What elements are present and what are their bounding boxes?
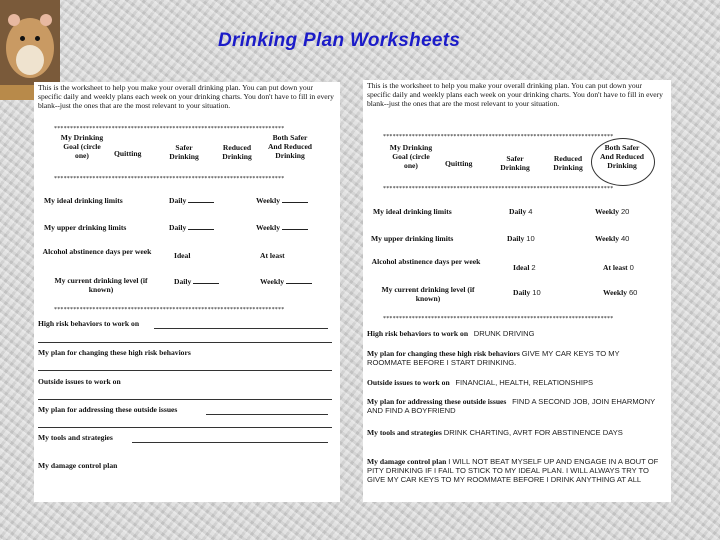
- damage-control-value[interactable]: I WILL NOT BEAT MYSELF UP AND ENGAGE IN A BOUT OF PITY DRINKING IF I FAIL TO STICK TO MY IDEAL PLAN. I WILL ALWAYS TRY TO GIVE MY CAR KEYS TO MY ROOMMATE BEFORE I DRINK ANYTHING AT ALL: [367, 457, 659, 484]
- current-level-label: My current drinking level (if known): [54, 276, 148, 294]
- abstinence-ideal-value[interactable]: 2: [531, 263, 536, 272]
- high-risk-field-line2[interactable]: [38, 342, 332, 343]
- weekly-label: Weekly: [595, 207, 620, 216]
- page-title: Drinking Plan Worksheets: [218, 30, 461, 51]
- high-risk-value[interactable]: DRUNK DRIVING: [473, 329, 535, 338]
- goal-reduced: Reduced Drinking: [222, 143, 252, 161]
- worksheet-intro: This is the worksheet to help you make your overall drinking plan. You can put down your specific daily and weekly plans each week on your drinking charts. You don't have to fill in every blank--just the ones that are the most relevant to your situation.: [367, 81, 663, 108]
- plan-high-risk-label: My plan for changing these high risk behaviors: [38, 348, 191, 357]
- goal-safer: Safer Drinking: [169, 143, 199, 161]
- goal-label: My Drinking Goal (circle one): [60, 133, 104, 160]
- goal-quitting: Quitting: [114, 149, 142, 158]
- current-daily-field[interactable]: [193, 283, 219, 284]
- plan-high-risk-field[interactable]: [38, 370, 332, 371]
- worksheet-intro: This is the worksheet to help you make your overall drinking plan. You can put down your specific daily and weekly plans each week on your drinking charts. You don't have to fill in every blank--just the ones that are the most relevant to your situation.: [38, 83, 334, 110]
- tools-label: My tools and strategies: [38, 433, 113, 442]
- abstinence-at-least-value[interactable]: 0: [629, 263, 634, 272]
- abstinence-label: Alcohol abstinence days per week: [42, 247, 152, 256]
- star-divider: ************************************************************************: [383, 316, 614, 322]
- ideal-weekly-value[interactable]: 20: [620, 207, 630, 216]
- goal-reduced: Reduced Drinking: [553, 154, 583, 172]
- outside-issues-field[interactable]: [38, 399, 332, 400]
- ideal-weekly-field[interactable]: [282, 202, 308, 203]
- star-divider: ************************************************************************: [383, 134, 614, 140]
- ideal-daily-field[interactable]: [188, 202, 214, 203]
- damage-control-label: My damage control plan: [367, 457, 447, 466]
- tools-field[interactable]: [132, 442, 328, 443]
- ideal-limits-label: My ideal drinking limits: [44, 196, 123, 205]
- weekly-label: Weekly: [603, 288, 628, 297]
- current-daily-value[interactable]: 10: [532, 288, 541, 297]
- at-least-label: At least: [260, 251, 285, 260]
- ideal-label: Ideal: [174, 251, 191, 260]
- outside-issues-label: Outside issues to work on: [367, 378, 450, 387]
- high-risk-label: High risk behaviors to work on: [38, 319, 140, 328]
- tools-value[interactable]: DRINK CHARTING, AVRT FOR ABSTINENCE DAYS: [443, 428, 623, 437]
- daily-label: Daily: [169, 223, 187, 232]
- current-weekly-field[interactable]: [286, 283, 312, 284]
- daily-label: Daily: [513, 288, 531, 297]
- goal-quitting: Quitting: [445, 159, 473, 168]
- outside-issues-value[interactable]: FINANCIAL, HEALTH, RELATIONSHIPS: [455, 378, 594, 387]
- upper-daily-field[interactable]: [188, 229, 214, 230]
- goal-both: Both Safer And Reduced Drinking: [599, 143, 645, 170]
- upper-weekly-value[interactable]: 40: [620, 234, 630, 243]
- ideal-label: Ideal: [513, 263, 530, 272]
- damage-control-label: My damage control plan: [38, 461, 118, 470]
- daily-label: Daily: [169, 196, 187, 205]
- weekly-label: Weekly: [256, 223, 281, 232]
- goal-both: Both Safer And Reduced Drinking: [267, 133, 313, 160]
- upper-limits-label: My upper drinking limits: [44, 223, 127, 232]
- ideal-limits-label: My ideal drinking limits: [373, 207, 452, 216]
- blank-worksheet: [34, 82, 340, 502]
- plan-outside-value[interactable]: FIND A SECOND JOB, JOIN EHARMONY AND FIND A BOYFRIEND: [367, 397, 655, 415]
- abstinence-label: Alcohol abstinence days per week: [371, 257, 481, 266]
- star-divider: ************************************************************************: [54, 307, 285, 313]
- current-level-label: My current drinking level (if known): [381, 285, 475, 303]
- daily-label: Daily: [507, 234, 525, 243]
- upper-weekly-field[interactable]: [282, 229, 308, 230]
- upper-limits-label: My upper drinking limits: [371, 234, 454, 243]
- weekly-label: Weekly: [260, 277, 285, 286]
- plan-high-risk-label: My plan for changing these high risk behaviors: [367, 349, 520, 358]
- daily-label: Daily: [174, 277, 192, 286]
- weekly-label: Weekly: [256, 196, 281, 205]
- daily-label: Daily: [509, 207, 527, 216]
- plan-outside-label: My plan for addressing these outside issues: [367, 397, 507, 406]
- goal-label: My Drinking Goal (circle one): [389, 143, 433, 170]
- goal-safer: Safer Drinking: [500, 154, 530, 172]
- weekly-label: Weekly: [595, 234, 620, 243]
- high-risk-label: High risk behaviors to work on: [367, 329, 469, 338]
- star-divider: ************************************************************************: [54, 176, 285, 182]
- high-risk-field[interactable]: [154, 328, 328, 329]
- ideal-daily-value[interactable]: 4: [528, 207, 533, 216]
- star-divider: ************************************************************************: [383, 186, 614, 192]
- goal-selection-circle: [591, 138, 655, 186]
- plan-high-risk-value[interactable]: GIVE MY CAR KEYS TO MY ROOMMATE BEFORE I START DRINKING.: [367, 349, 620, 367]
- at-least-label: At least: [603, 263, 628, 272]
- current-weekly-value[interactable]: 60: [628, 288, 638, 297]
- plan-outside-label: My plan for addressing these outside issues: [38, 405, 178, 414]
- filled-worksheet: [363, 80, 671, 502]
- plan-outside-field[interactable]: [206, 414, 328, 415]
- outside-issues-label: Outside issues to work on: [38, 377, 121, 386]
- plan-outside-field-line2[interactable]: [38, 427, 332, 428]
- star-divider: ************************************************************************: [54, 126, 285, 132]
- upper-daily-value[interactable]: 10: [526, 234, 535, 243]
- tools-label: My tools and strategies: [367, 428, 442, 437]
